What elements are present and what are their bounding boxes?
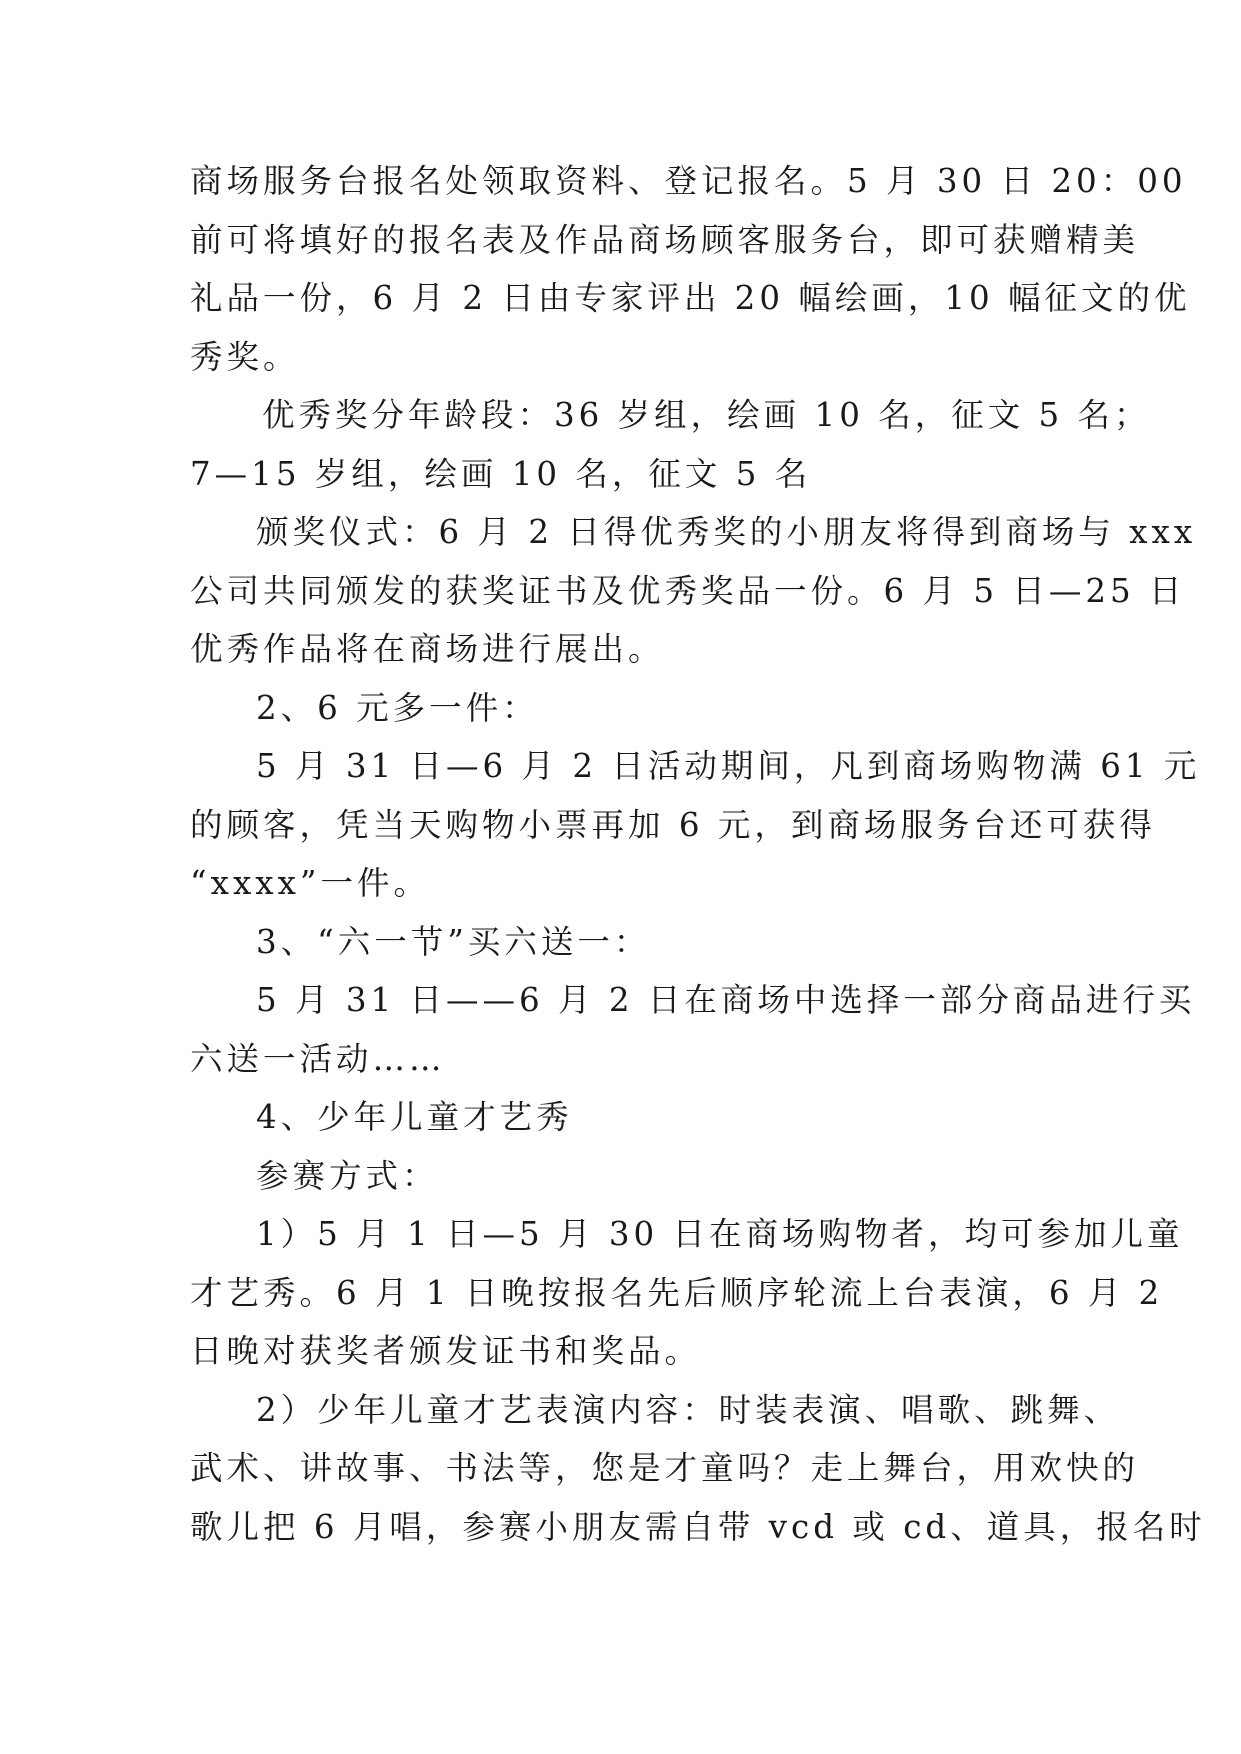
text-line: 武术、讲故事、书法等，您是才童吗？走上舞台，用欢快的 [190,1449,1140,1487]
text-line: 才艺秀。6 月 1 日晚按报名先后顺序轮流上台表演，6 月 2 [190,1273,1164,1312]
text-line: 优秀奖分年龄段：36 岁组，绘画 10 名，征文 5 名； [262,396,1151,434]
text-line: 优秀作品将在商场进行展出。 [190,630,665,668]
text-line: “xxxx”一件。 [190,864,431,902]
text-line: 六送一活动…… [190,1039,446,1078]
text-line: 商场服务台报名处领取资料、登记报名。5 月 30 日 20：00 [190,162,1187,200]
text-line: 5 月 31 日—6 月 2 日活动期间，凡到商场购物满 61 元 [256,747,1201,785]
text-line: 前可将填好的报名表及作品商场顾客服务台，即可获赠精美 [190,220,1140,259]
text-line: 参赛方式： [256,1156,439,1195]
section-heading: 2、6 元多一件： [256,688,539,727]
section-heading: 3、“六一节”买六送一： [256,922,651,961]
text-line: 歌儿把 6 月唱，参赛小朋友需自带 vcd 或 cd、道具，报名时 [190,1507,1206,1546]
text-line: 秀奖。 [190,337,300,376]
text-line: 1）5 月 1 日—5 月 30 日在商场购物者，均可参加儿童 [256,1215,1184,1253]
text-line: 公司共同颁发的获奖证书及优秀奖品一份。6 月 5 日—25 日 [190,571,1186,610]
text-line: 2）少年儿童才艺表演内容：时装表演、唱歌、跳舞、 [256,1390,1121,1429]
text-line: 的顾客，凭当天购物小票再加 6 元，到商场服务台还可获得 [190,805,1156,844]
text-line: 7—15 岁组，绘画 10 名，征文 5 名 [190,454,812,493]
text-line: 颁奖仪式：6 月 2 日得优秀奖的小朋友将得到商场与 xxx [256,513,1197,551]
text-line: 日晚对获奖者颁发证书和奖品。 [190,1332,702,1370]
document-body [190,152,1206,1556]
section-heading: 4、少年儿童才艺秀 [256,1098,573,1136]
text-line: 5 月 31 日——6 月 2 日在商场中选择一部分商品进行买 [256,981,1196,1019]
text-line: 礼品一份，6 月 2 日由专家评出 20 幅绘画，10 幅征文的优 [190,279,1191,317]
